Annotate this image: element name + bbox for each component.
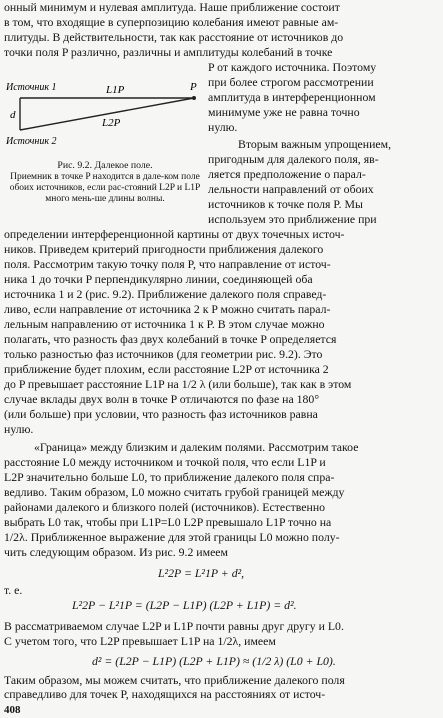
text-line: пригодным для далекого поля, яв- [208, 152, 379, 166]
text-line: источника 1 и 2 (рис. 9.2). Приближение далекого поля справед- [4, 287, 327, 301]
text-line: до P превышает расстояние L1P на 1/2 λ (или больше), так как в этом [4, 377, 352, 391]
text-line: 1/2λ. Приближенное выражение для этой границы L0 можно полу- [4, 530, 340, 544]
text-line: при более строгом рассмотрении [208, 75, 374, 89]
formula-2: L²2P − L²1P = (L2P − L1P) (L2P + L1P) = d². [72, 598, 297, 612]
l1p-label: L1P [106, 84, 125, 96]
text-line: онный минимум и нулевая амплитуда. Наше приближение состоит [4, 0, 340, 14]
d-label: d [10, 109, 16, 121]
text-line: плитуды. В действительности, так как расстояние от источников до [4, 30, 344, 44]
formula-3: d² = (L2P − L1P) (L2P + L1P) ≈ (1/2 λ) (L0 + L0). [92, 654, 336, 668]
text-line: источников к точке поля P. Мы [208, 197, 363, 211]
text-line: минимуме уже не равна точно [208, 105, 360, 119]
text-line: точки поля P различно, различны и амплитуды колебаний в точке [4, 45, 333, 59]
text-line: выбрать L0 так, чтобы при L1P=L0 L2P превышало L1P точно на [4, 515, 332, 529]
text-line: ведливо. Таким образом, L0 можно считать грубой границей между [4, 485, 345, 499]
page-number: 408 [4, 704, 21, 716]
text-line: чить следующим образом. Из рис. 9.2 имеем [4, 545, 229, 559]
text-line: ливо, если направление от источника 2 к P можно считать парал- [4, 302, 331, 316]
text-line: используем это приближение при [208, 212, 377, 226]
text-line: нулю. [4, 422, 34, 436]
text-line: В рассматриваемом случае L2P и L1P почти равны друг другу и L0. [4, 619, 344, 633]
formula-1: L²2P = L²1P + d², [158, 566, 245, 580]
text-line: ника 1 до точки P перпендикулярно линии, соединяющей оба [4, 272, 313, 286]
text-line: Таким образом, мы можем считать, что приближение далекого поля [4, 673, 345, 687]
text-line: расстояние L0 между источником и точкой поля, что если L1P и [4, 455, 326, 469]
text-line: поля. Рассмотрим такую точку поля P, что направление от источ- [4, 257, 331, 271]
text-line: полагать, что разность фаз двух колебаний в точке P определяется [4, 332, 337, 346]
formula-te: т. е. [4, 583, 23, 597]
text-line: районами далекого и близкого полей (источников). Естественно [4, 500, 326, 514]
l2p-label: L2P [102, 117, 121, 129]
text-line: приближение будет плохим, если расстояние L2P от источника 2 [4, 362, 329, 376]
text-line: С учетом того, что L2P превышает L1P на 1/2λ, имеем [4, 634, 276, 648]
text-line: амплитуда в интерференционном [208, 90, 376, 104]
figure-caption [8, 160, 202, 205]
text-line: случае вклады двух волн в точке P отличаются по фазе на 180° [4, 392, 320, 406]
text-line: нулю. [208, 120, 238, 134]
p-label: P [190, 81, 197, 93]
text-line: лельности направлений от обоих [208, 182, 374, 196]
text-line: лельным направлению от источника 1 к P. В этом случае можно [4, 317, 325, 331]
text-line: L2P значительно больше L0, то приближение далекого поля спра- [4, 470, 335, 484]
caption-body: Приемник в точке P находится в дале-ком поле обоих источников, если рас-стояний L2P и L1P много мень-ше длины волны. [9, 172, 201, 204]
caption-title: Рис. 9.2. Далекое поле. [57, 160, 153, 171]
far-field-diagram [6, 78, 202, 158]
text-line: определении интерференционной картины от двух точечных источ- [4, 227, 345, 241]
text-line: в том, что входящие в суперпозицию колебания имеют равные ам- [4, 15, 339, 29]
source2-label: Источник 2 [6, 136, 57, 147]
text-line: ляется предположение о парал- [208, 167, 366, 181]
text-line: только разностью фаз источников (для геометрии рис. 9.2). Это [4, 347, 323, 361]
text-line: (или больше) при условии, что разность фаз источников равна [4, 407, 318, 421]
source1-label: Источник 1 [6, 82, 57, 93]
section-heading-line: «Граница» между близким и далеким полями. Рассмотрим такое [34, 440, 359, 454]
text-line: Вторым важным упрощением, [238, 137, 392, 151]
text-line: ников. Приведем критерий пригодности приближения далекого [4, 242, 324, 256]
text-line: P от каждого источника. Поэтому [208, 60, 377, 74]
text-line: справедливо для точек P, находящихся на расстояниях от источ- [4, 687, 326, 701]
